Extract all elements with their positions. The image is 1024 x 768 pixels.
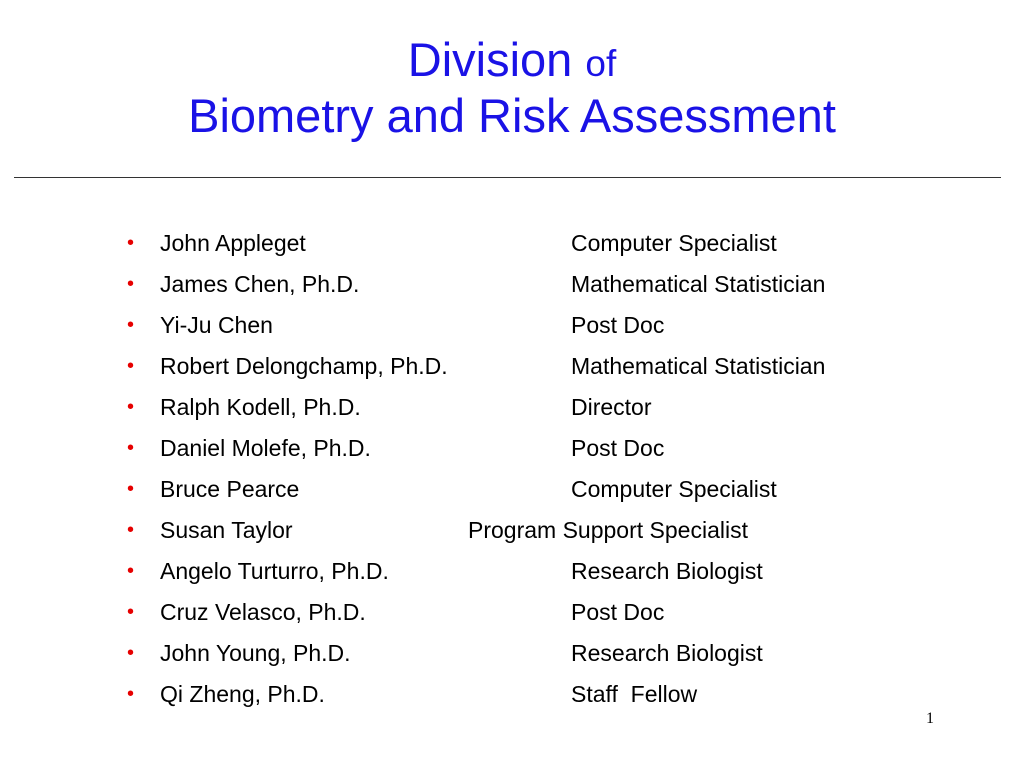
- title-line-1: [0, 32, 1024, 88]
- bullet-icon: •: [127, 519, 135, 541]
- staff-row: [0, 265, 1024, 306]
- bullet-icon: •: [127, 273, 135, 295]
- staff-role: Post Doc: [571, 435, 665, 461]
- staff-role: Mathematical Statistician: [571, 271, 826, 297]
- staff-row: [0, 675, 1024, 716]
- bullet-icon: •: [127, 355, 135, 377]
- staff-role: Research Biologist: [571, 558, 763, 584]
- staff-role: Program Support Specialist: [468, 517, 748, 543]
- staff-row: [0, 593, 1024, 634]
- title-divider: [14, 177, 1001, 178]
- staff-role: Post Doc: [571, 599, 665, 625]
- staff-name: Yi-Ju Chen: [160, 312, 273, 338]
- bullet-icon: •: [127, 478, 135, 500]
- bullet-icon: •: [127, 560, 135, 582]
- bullet-icon: •: [127, 396, 135, 418]
- staff-list: [0, 224, 1024, 716]
- staff-name: Robert Delongchamp, Ph.D.: [160, 353, 448, 379]
- staff-row: [0, 429, 1024, 470]
- staff-row: [0, 347, 1024, 388]
- staff-role: Mathematical Statistician: [571, 353, 826, 379]
- bullet-icon: •: [127, 642, 135, 664]
- title-of: of: [585, 43, 617, 84]
- title-division: Division: [407, 33, 573, 86]
- staff-row: [0, 306, 1024, 347]
- staff-role: Computer Specialist: [571, 230, 777, 256]
- bullet-icon: •: [127, 437, 135, 459]
- staff-role: Staff Fellow: [571, 681, 698, 707]
- staff-name: John Appleget: [160, 230, 306, 256]
- slide-title: [0, 32, 1024, 145]
- staff-row: [0, 511, 1024, 552]
- staff-role: Post Doc: [571, 312, 665, 338]
- staff-name: Daniel Molefe, Ph.D.: [160, 435, 371, 461]
- bullet-icon: •: [127, 601, 135, 623]
- staff-role: Research Biologist: [571, 640, 763, 666]
- staff-row: [0, 470, 1024, 511]
- title-line-2: Biometry and Risk Assessment: [188, 89, 836, 143]
- staff-role: Computer Specialist: [571, 476, 777, 502]
- staff-row: [0, 552, 1024, 593]
- staff-name: Susan Taylor: [160, 517, 293, 543]
- staff-role: Director: [571, 394, 652, 420]
- page-number: 1: [926, 710, 934, 727]
- staff-name: Ralph Kodell, Ph.D.: [160, 394, 361, 420]
- bullet-icon: •: [127, 232, 135, 254]
- staff-name: Cruz Velasco, Ph.D.: [160, 599, 366, 625]
- staff-row: [0, 634, 1024, 675]
- staff-name: Qi Zheng, Ph.D.: [160, 681, 325, 707]
- staff-name: Angelo Turturro, Ph.D.: [160, 558, 389, 584]
- bullet-icon: •: [127, 314, 135, 336]
- staff-name: Bruce Pearce: [160, 476, 300, 502]
- staff-row: [0, 224, 1024, 265]
- staff-row: [0, 388, 1024, 429]
- staff-name: John Young, Ph.D.: [160, 640, 351, 666]
- bullet-icon: •: [127, 683, 135, 705]
- staff-name: James Chen, Ph.D.: [160, 271, 360, 297]
